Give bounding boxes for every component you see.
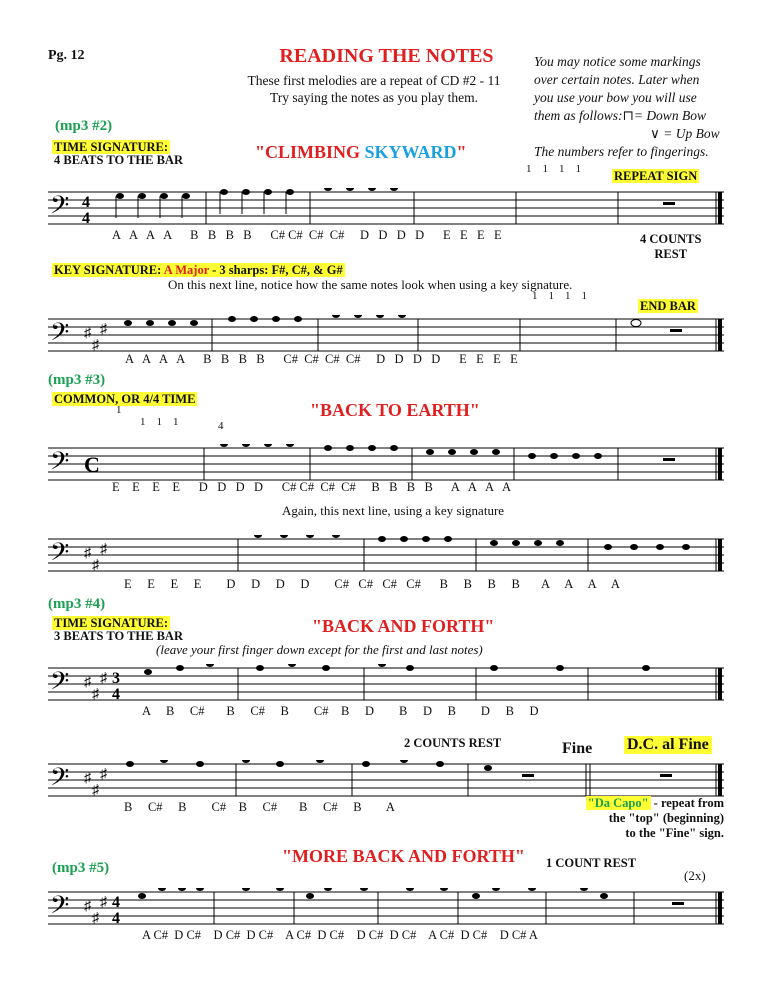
repeat-count: (2x) — [684, 868, 706, 883]
svg-text:4: 4 — [112, 894, 120, 911]
svg-text:3: 3 — [112, 670, 120, 687]
staff-5 — [48, 664, 728, 704]
svg-text:♯: ♯ — [100, 671, 107, 686]
staff-6 — [48, 760, 728, 800]
note-names-line-3: E E E E D D D D C# C# C# C# B B B B A A A A — [112, 480, 512, 494]
svg-text:♯: ♯ — [84, 675, 91, 690]
time-signature-sub: 3 BEATS TO THE BAR — [54, 629, 183, 643]
rest-label: 4 COUNTS REST — [640, 232, 702, 261]
da-capo-note: "Da Capo" - repeat from the "top" (beginning) to the "Fine" sign. — [587, 796, 724, 840]
fine-label: Fine — [562, 740, 593, 757]
note-names-line-4: E E E E D D D D C# C# C# C# B B B B A A A A — [124, 577, 620, 591]
staff-3 — [48, 444, 728, 484]
page-title: READING THE NOTES — [279, 45, 494, 67]
repeat-sign-label: REPEAT SIGN — [614, 169, 698, 183]
bow-note-line: The numbers refer to fingerings. — [534, 144, 709, 159]
mp3-label: (mp3 #3) — [48, 372, 106, 388]
svg-text:♯: ♯ — [92, 783, 99, 798]
intro-line-1: These first melodies are a repeat of CD #2 - 11 — [247, 73, 501, 88]
rest-label: 2 COUNTS REST — [404, 736, 502, 750]
svg-text:4: 4 — [82, 194, 90, 211]
up-bow-icon: ∨ — [650, 126, 660, 141]
note-names-line-7: A C# D C# D C# D C# A C# D C# D C# D C# A C# D C# D C# A — [142, 928, 538, 942]
bow-note — [534, 53, 756, 161]
time-signature-label: TIME SIGNATURE: — [54, 616, 169, 630]
svg-text:♯: ♯ — [100, 895, 107, 910]
fingering-number: 4 — [218, 420, 224, 432]
song-title-climbing-skyward: "CLIMBING SKYWARD" — [255, 142, 467, 162]
svg-text:𝄢: 𝄢 — [50, 319, 70, 352]
rest-label: 1 COUNT REST — [546, 856, 637, 870]
bow-note-line: them as follows:⊓= Down Bow — [534, 108, 706, 123]
svg-text:♯: ♯ — [92, 911, 99, 926]
svg-text:♯: ♯ — [84, 771, 91, 786]
svg-text:♯: ♯ — [100, 767, 107, 782]
key-signature-note: On this next line, notice how the same notes look when using a key signature. — [168, 277, 573, 292]
key-signature-label: KEY SIGNATURE: A Major - 3 sharps: F#, C#, & G# — [54, 263, 343, 277]
note-names-line-1: A A A A B B B B C# C# C# C# D D D D E E E E — [112, 228, 502, 242]
staff-4 — [48, 535, 728, 575]
svg-text:4: 4 — [112, 686, 120, 703]
svg-text:♯: ♯ — [92, 558, 99, 573]
svg-text:♯: ♯ — [100, 542, 107, 557]
bow-note-line: You may notice some markings — [534, 54, 701, 69]
bow-note-line: ∨ = Up Bow — [650, 126, 720, 141]
svg-text:𝄢: 𝄢 — [50, 448, 70, 481]
svg-text:𝄢: 𝄢 — [50, 668, 70, 701]
common-time-label: COMMON, OR 4/4 TIME — [54, 392, 196, 406]
svg-text:♯: ♯ — [84, 899, 91, 914]
mp3-label: (mp3 #5) — [52, 860, 110, 876]
bow-note-line: you use your bow you will use — [534, 90, 697, 105]
dc-al-fine-label: D.C. al Fine — [624, 736, 712, 754]
staff-1 — [48, 188, 728, 228]
mp3-label: (mp3 #2) — [55, 118, 113, 134]
svg-text:𝄢: 𝄢 — [50, 892, 70, 925]
song-title-back-and-forth: "BACK AND FORTH" — [312, 616, 495, 636]
svg-text:𝄢: 𝄢 — [50, 539, 70, 572]
song-title-back-to-earth: "BACK TO EARTH" — [310, 400, 480, 420]
note-names-line-5: A B C# B C# B C# B D B D B D B D — [142, 704, 539, 718]
fingering-numbers: 1 1 1 — [140, 416, 179, 428]
staff-2 — [48, 315, 728, 355]
svg-text:𝄢: 𝄢 — [50, 764, 70, 797]
fingering-number: 1 — [116, 404, 122, 416]
staff-7 — [48, 888, 728, 928]
svg-text:C: C — [84, 452, 100, 477]
mp3-label: (mp3 #4) — [48, 596, 106, 612]
song-title-more-back-and-forth: "MORE BACK AND FORTH" — [282, 846, 525, 866]
bow-note-line: over certain notes. Later when — [534, 72, 700, 87]
intro-line-2: Try saying the notes as you play them. — [270, 90, 478, 105]
svg-text:♯: ♯ — [100, 322, 107, 337]
svg-text:♯: ♯ — [92, 338, 99, 353]
svg-text:4: 4 — [82, 210, 90, 227]
note-names-line-6: B C# B C# B C# B C# B A — [124, 800, 395, 814]
svg-text:♯: ♯ — [84, 326, 91, 341]
page-number: Pg. 12 — [48, 48, 85, 63]
time-signature-sub: 4 BEATS TO THE BAR — [54, 153, 183, 167]
svg-text:♯: ♯ — [92, 687, 99, 702]
svg-text:4: 4 — [112, 910, 120, 927]
time-signature-label: TIME SIGNATURE: — [54, 140, 169, 154]
end-bar-label: END BAR — [640, 299, 696, 313]
finger-instruction: (leave your first finger down except for the first and last notes) — [156, 642, 483, 657]
note-names-line-2: A A A A B B B B C# C# C# C# D D D D E E E E — [125, 352, 518, 366]
svg-text:♯: ♯ — [84, 546, 91, 561]
intro-text — [214, 72, 534, 106]
fingering-numbers: 1 1 1 1 — [526, 163, 581, 175]
fingering-numbers: 1 1 1 1 — [532, 290, 587, 302]
down-bow-icon: ⊓ — [622, 108, 634, 123]
svg-text:𝄢: 𝄢 — [50, 192, 70, 225]
again-note: Again, this next line, using a key signature — [282, 503, 505, 518]
